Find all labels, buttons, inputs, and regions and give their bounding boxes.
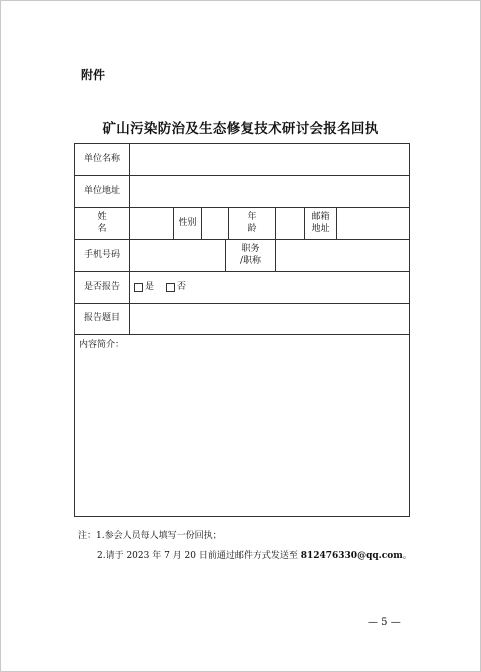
note-line-2-end: 。 <box>402 551 412 561</box>
page-number: — 5 — <box>368 617 401 628</box>
report-yes-label: 是 <box>145 281 155 292</box>
report-no-checkbox[interactable] <box>166 283 175 292</box>
org-address-label: 单位地址 <box>83 185 120 196</box>
report-options <box>130 272 414 303</box>
org-address-field[interactable] <box>130 176 410 207</box>
report-topic-label: 报告题目 <box>83 313 120 324</box>
report-topic-field[interactable] <box>130 304 410 334</box>
phone-label: 手机号码 <box>83 249 120 260</box>
note-line-2 <box>78 546 412 566</box>
gender-field[interactable] <box>202 208 228 239</box>
report-label: 是否报告 <box>83 281 120 292</box>
report-yes-checkbox[interactable] <box>134 283 143 292</box>
attachment-label: 附件 <box>81 68 106 82</box>
form-title: 矿山污染防治及生态修复技术研讨会报名回执 <box>102 121 379 137</box>
phone-field[interactable] <box>130 240 225 271</box>
age-label: 年 龄 <box>247 212 266 234</box>
age-field[interactable] <box>276 208 304 239</box>
email-label: 邮箱 地址 <box>311 212 330 234</box>
email-field[interactable] <box>337 208 410 239</box>
intro-label: 内容简介： <box>79 340 125 350</box>
name-label: 姓 名 <box>97 212 116 234</box>
org-name-field[interactable] <box>130 144 410 175</box>
row-divider <box>75 334 409 335</box>
intro-field[interactable] <box>75 350 409 516</box>
report-no-label: 否 <box>177 281 187 292</box>
note-line-1: 注：1.参会人员每人填写一份回执； <box>78 531 222 541</box>
notes <box>78 526 412 566</box>
gender-label: 性别 <box>178 217 197 228</box>
contact-email: 812476330@qq.com <box>300 551 403 561</box>
name-field[interactable] <box>130 208 173 239</box>
note-line-2-text: 2.请于 2023 年 7 月 20 日前通过邮件方式发送至 <box>97 551 301 561</box>
position-field[interactable] <box>276 240 410 271</box>
org-name-label: 单位名称 <box>83 153 120 164</box>
registration-form-table <box>74 143 410 517</box>
position-label: 职务 /职称 <box>239 244 262 266</box>
